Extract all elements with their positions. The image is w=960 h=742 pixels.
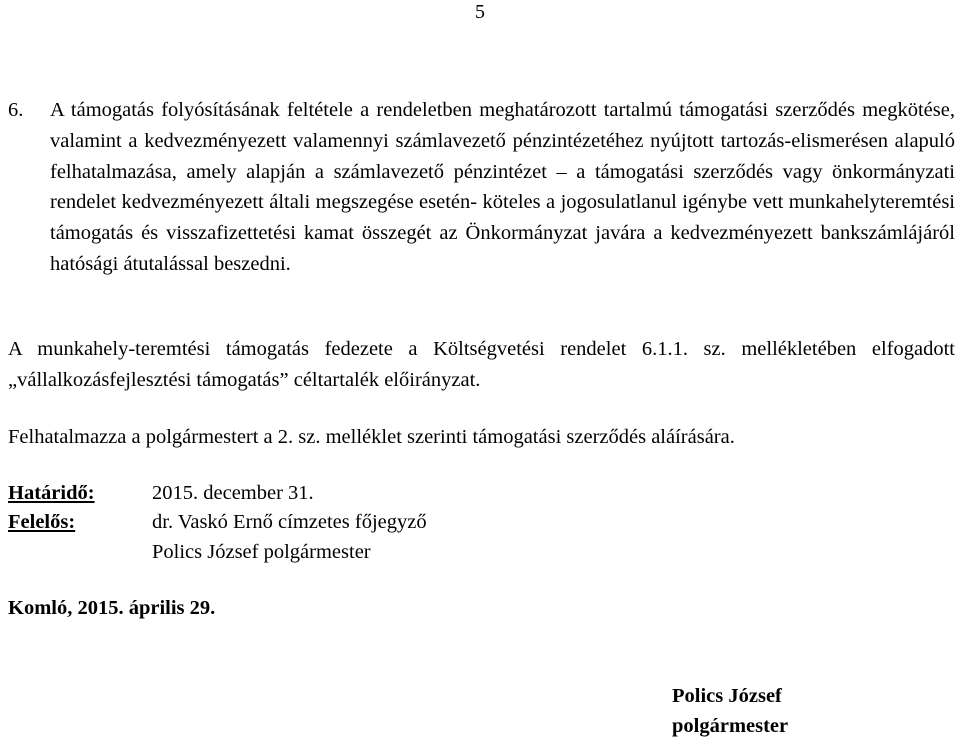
item-6-text: A támogatás folyósításának feltétele a rendeletben meghatározott tartalmú támogatási szerződés megkötése, valamint a kedvezményezett valamennyi számlavezető pénzintézetéhez nyújtott tartozás-elismerésen alapuló felhatalmazása, amely alapján a számlavezető pénzintézet – a támogatási szerződés vagy önkormányzati rendelet kedvezményezett általi megszegése esetén- köteles a jogosulatlanul igénybe vett munkahelyteremtési támogatás és visszafizettetési kamat összegét az Önkormányzat javára a kedvezményezett bankszámlájáról hatósági átutalással beszedni. <box>50 99 955 275</box>
page-number: 5 <box>475 1 485 23</box>
signature-title: polgármester <box>672 715 789 737</box>
deadline-value: 2015. december 31. <box>152 482 314 504</box>
responsible-row <box>8 507 427 537</box>
signature-name: Polics József <box>672 685 782 707</box>
responsible-label: Felelős: <box>8 511 76 533</box>
place-date: Komló, 2015. április 29. <box>8 597 216 619</box>
authorization-paragraph: Felhatalmazza a polgármestert a 2. sz. melléklet szerinti támogatási szerződés aláírására. <box>8 426 735 448</box>
item-number: 6. <box>8 99 24 121</box>
resolution-item-6 <box>8 95 955 280</box>
responsible-value-1: dr. Vaskó Ernő címzetes főjegyző <box>152 511 427 533</box>
funding-paragraph: A munkahely-teremtési támogatás fedezete a Költségvetési rendelet 6.1.1. sz. mellékletében elfogadott „vállalkozásfejlesztési támogatás” céltartalék előirányzat. <box>8 338 955 391</box>
responsible-value-2: Polics József polgármester <box>152 541 371 563</box>
signature-block <box>672 681 788 741</box>
responsible-row-2 <box>152 537 371 567</box>
deadline-row <box>8 478 314 508</box>
deadline-label: Határidő: <box>8 482 95 504</box>
